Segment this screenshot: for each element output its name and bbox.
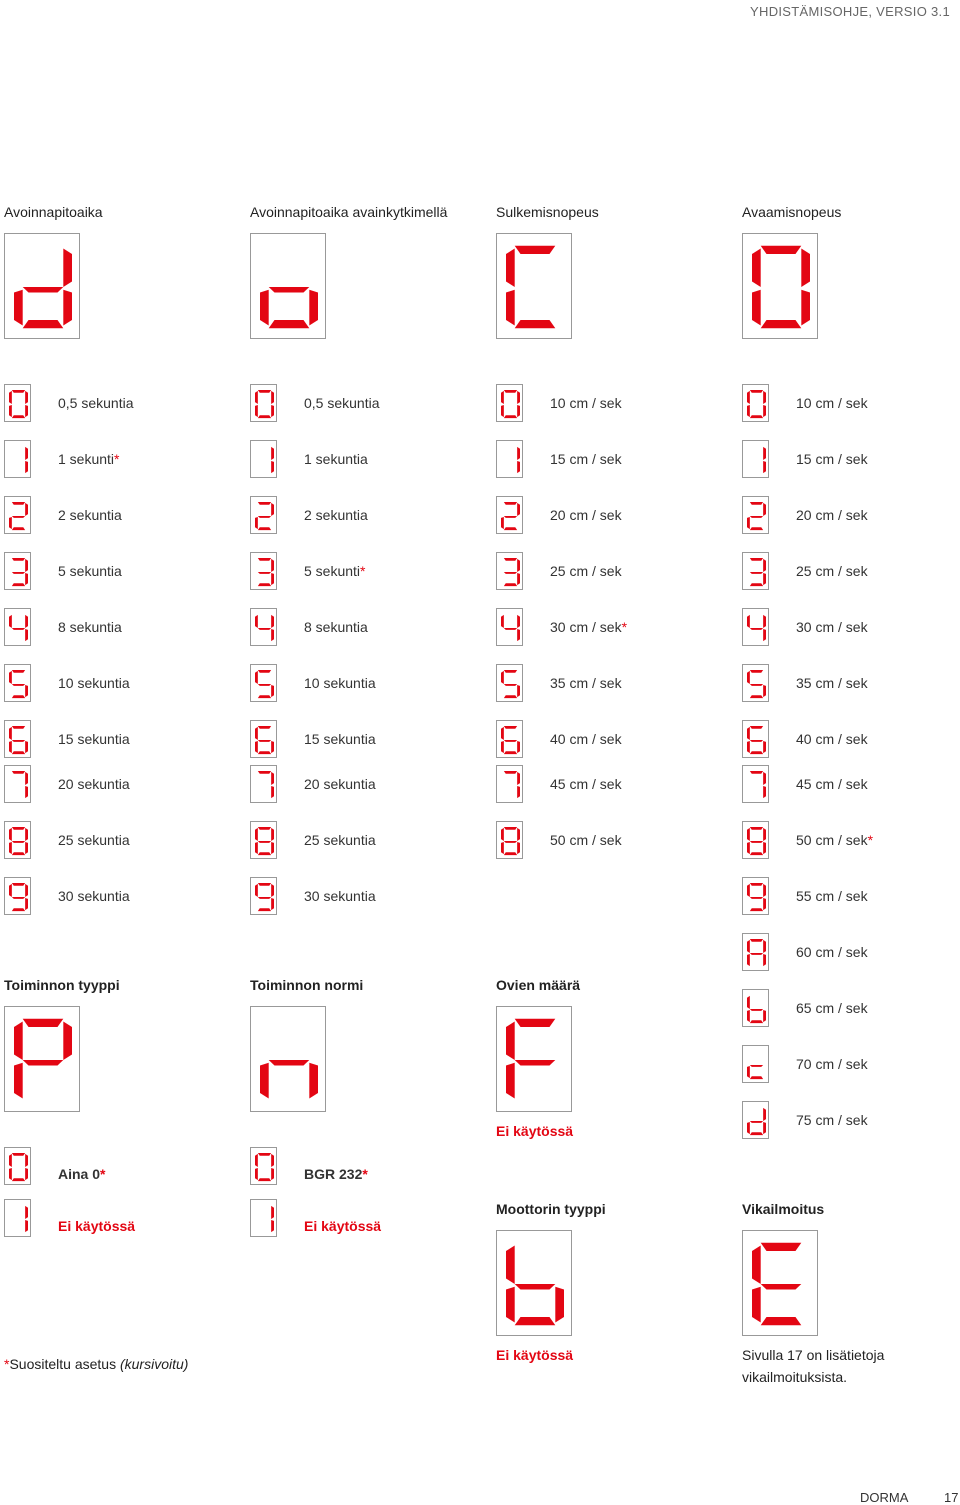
value-digit-display (742, 989, 769, 1027)
value-digit-display (496, 608, 523, 646)
value-label: 35 cm / sek (796, 675, 868, 691)
value-digit-display (250, 440, 277, 478)
value-label: 20 cm / sek (550, 507, 622, 523)
seven-segment-display (497, 1007, 573, 1113)
column-title-1: Avoinnapitoaika avainkytkimellä (250, 204, 448, 220)
value-label: 55 cm / sek (796, 888, 868, 904)
value-digit-display (742, 765, 769, 803)
seven-segment-display (743, 441, 770, 479)
seven-segment-display (251, 766, 278, 804)
value-digit-display (4, 552, 31, 590)
value-label: 40 cm / sek (796, 731, 868, 747)
value-digit-display (4, 1147, 31, 1185)
value-digit-display (742, 821, 769, 859)
value-label: 5 sekuntia (58, 563, 122, 579)
value-digit-display (496, 821, 523, 859)
parameter-code-display (496, 1006, 572, 1112)
seven-segment-display (5, 766, 32, 804)
value-digit-display (742, 608, 769, 646)
seven-segment-display (743, 234, 819, 340)
value-digit-display (742, 1045, 769, 1083)
parameter-code-display (742, 233, 818, 339)
value-label: Ei käytössä (304, 1218, 382, 1234)
value-label: 70 cm / sek (796, 1056, 868, 1072)
value-label: 10 sekuntia (304, 675, 376, 691)
value-digit-display (742, 933, 769, 971)
value-digit-display (4, 384, 31, 422)
seven-segment-display (5, 721, 32, 759)
value-label: 25 sekuntia (304, 832, 376, 848)
motor-type-status: Ei käytössä (496, 1347, 574, 1363)
seven-segment-display (497, 385, 524, 423)
value-label: 2 sekuntia (304, 507, 368, 523)
value-label: 15 cm / sek (550, 451, 622, 467)
value-label: 30 cm / sek* (550, 619, 628, 635)
parameter-code-display (4, 1006, 80, 1112)
value-digit-display (496, 552, 523, 590)
seven-segment-display (743, 665, 770, 703)
value-digit-display (496, 765, 523, 803)
value-label: 0,5 sekuntia (58, 395, 134, 411)
parameter-code-display (250, 1006, 326, 1112)
seven-segment-display (251, 1148, 278, 1186)
value-label: 25 sekuntia (58, 832, 130, 848)
value-digit-display (496, 496, 523, 534)
value-label: 20 cm / sek (796, 507, 868, 523)
value-digit-display (4, 877, 31, 915)
value-digit-display (4, 1199, 31, 1237)
seven-segment-display (497, 497, 524, 535)
parameter-code-display (4, 233, 80, 339)
seven-segment-display (5, 878, 32, 916)
value-label: 40 cm / sek (550, 731, 622, 747)
value-digit-display (4, 821, 31, 859)
value-digit-display (496, 720, 523, 758)
seven-segment-display (497, 822, 524, 860)
value-digit-display (742, 496, 769, 534)
seven-segment-display (5, 497, 32, 535)
section-title-motor-type: Moottorin tyyppi (496, 1201, 606, 1217)
seven-segment-display (497, 441, 524, 479)
seven-segment-display (743, 497, 770, 535)
value-digit-display (250, 1199, 277, 1237)
value-label: 0,5 sekuntia (304, 395, 380, 411)
value-digit-display (250, 877, 277, 915)
seven-segment-display (497, 721, 524, 759)
value-digit-display (250, 664, 277, 702)
value-label: 2 sekuntia (58, 507, 122, 523)
section-title-function-type: Toiminnon tyyppi (4, 977, 120, 993)
seven-segment-display (5, 665, 32, 703)
value-label: 35 cm / sek (550, 675, 622, 691)
value-digit-display (4, 608, 31, 646)
value-label: BGR 232* (304, 1166, 368, 1182)
value-digit-display (4, 765, 31, 803)
parameter-code-display (496, 1230, 572, 1336)
value-label: 8 sekuntia (304, 619, 368, 635)
footer-brand: DORMA (860, 1490, 909, 1505)
seven-segment-display (5, 609, 32, 647)
value-digit-display (742, 877, 769, 915)
section-title-error-report: Vikailmoitus (742, 1201, 825, 1217)
seven-segment-display (251, 878, 278, 916)
seven-segment-display (251, 822, 278, 860)
footer-page-number: 17 (944, 1490, 959, 1505)
value-digit-display (742, 720, 769, 758)
value-label: 30 sekuntia (58, 888, 130, 904)
section-title-function-standard: Toiminnon normi (250, 977, 364, 993)
seven-segment-display (5, 1200, 32, 1238)
seven-segment-display (5, 441, 32, 479)
value-digit-display (496, 664, 523, 702)
seven-segment-display (743, 990, 770, 1028)
seven-segment-display (5, 385, 32, 423)
value-digit-display (742, 1101, 769, 1139)
seven-segment-display (251, 441, 278, 479)
parameter-code-display (250, 233, 326, 339)
seven-segment-display (743, 1102, 770, 1140)
seven-segment-display (251, 385, 278, 423)
seven-segment-display (743, 721, 770, 759)
column-title-2: Sulkemisnopeus (496, 204, 599, 220)
seven-segment-display (743, 609, 770, 647)
value-label: 75 cm / sek (796, 1112, 868, 1128)
value-digit-display (742, 664, 769, 702)
section-title-door-count: Ovien määrä (496, 977, 581, 993)
value-digit-display (250, 552, 277, 590)
value-label: 65 cm / sek (796, 1000, 868, 1016)
value-label: 15 cm / sek (796, 451, 868, 467)
value-digit-display (4, 664, 31, 702)
seven-segment-display (497, 665, 524, 703)
seven-segment-display (251, 665, 278, 703)
parameter-code-display (496, 233, 572, 339)
value-digit-display (250, 384, 277, 422)
parameter-code-display (742, 1230, 818, 1336)
door-count-status: Ei käytössä (496, 1123, 574, 1139)
value-digit-display (742, 552, 769, 590)
seven-segment-display (251, 1007, 327, 1113)
seven-segment-display (251, 553, 278, 591)
value-digit-display (496, 440, 523, 478)
value-label: 25 cm / sek (796, 563, 868, 579)
value-label: 15 sekuntia (304, 731, 376, 747)
document-header: YHDISTÄMISOHJE, VERSIO 3.1 (750, 4, 950, 19)
seven-segment-display (251, 234, 327, 340)
value-label: 10 cm / sek (550, 395, 622, 411)
value-label: 10 sekuntia (58, 675, 130, 691)
seven-segment-display (251, 1200, 278, 1238)
value-label: Ei käytössä (58, 1218, 136, 1234)
seven-segment-display (743, 1231, 819, 1337)
seven-segment-display (743, 553, 770, 591)
value-label: 1 sekuntia (304, 451, 368, 467)
value-label: 50 cm / sek (550, 832, 622, 848)
column-title-0: Avoinnapitoaika (4, 204, 103, 220)
seven-segment-display (497, 553, 524, 591)
seven-segment-display (5, 553, 32, 591)
seven-segment-display (743, 878, 770, 916)
legend-note: *Suositeltu asetus (kursivoitu) (4, 1356, 189, 1372)
value-label: Aina 0* (58, 1166, 106, 1182)
value-label: 30 sekuntia (304, 888, 376, 904)
column-title-3: Avaamisnopeus (742, 204, 842, 220)
value-digit-display (250, 1147, 277, 1185)
value-label: 45 cm / sek (550, 776, 622, 792)
seven-segment-display (497, 766, 524, 804)
error-report-note-line2: vikailmoituksista. (742, 1369, 848, 1385)
value-digit-display (250, 496, 277, 534)
seven-segment-display (5, 822, 32, 860)
seven-segment-display (497, 234, 573, 340)
seven-segment-display (497, 609, 524, 647)
value-digit-display (250, 608, 277, 646)
seven-segment-display (743, 934, 770, 972)
seven-segment-display (497, 1231, 573, 1337)
seven-segment-display (743, 766, 770, 804)
value-label: 10 cm / sek (796, 395, 868, 411)
seven-segment-display (251, 609, 278, 647)
seven-segment-display (743, 822, 770, 860)
value-label: 8 sekuntia (58, 619, 122, 635)
seven-segment-display (5, 1007, 81, 1113)
seven-segment-display (251, 721, 278, 759)
value-label: 60 cm / sek (796, 944, 868, 960)
value-label: 1 sekunti* (58, 451, 120, 467)
error-report-note-line1: Sivulla 17 on lisätietoja (742, 1347, 885, 1363)
value-digit-display (250, 720, 277, 758)
value-digit-display (4, 720, 31, 758)
value-label: 50 cm / sek* (796, 832, 874, 848)
value-label: 25 cm / sek (550, 563, 622, 579)
value-label: 45 cm / sek (796, 776, 868, 792)
value-digit-display (4, 440, 31, 478)
value-label: 30 cm / sek (796, 619, 868, 635)
value-digit-display (250, 821, 277, 859)
seven-segment-display (743, 385, 770, 423)
value-digit-display (742, 440, 769, 478)
value-digit-display (742, 384, 769, 422)
seven-segment-display (251, 497, 278, 535)
seven-segment-display (743, 1046, 770, 1084)
seven-segment-display (5, 1148, 32, 1186)
value-digit-display (4, 496, 31, 534)
value-digit-display (496, 384, 523, 422)
seven-segment-display (5, 234, 81, 340)
value-digit-display (250, 765, 277, 803)
value-label: 5 sekunti* (304, 563, 366, 579)
value-label: 20 sekuntia (58, 776, 130, 792)
value-label: 20 sekuntia (304, 776, 376, 792)
value-label: 15 sekuntia (58, 731, 130, 747)
